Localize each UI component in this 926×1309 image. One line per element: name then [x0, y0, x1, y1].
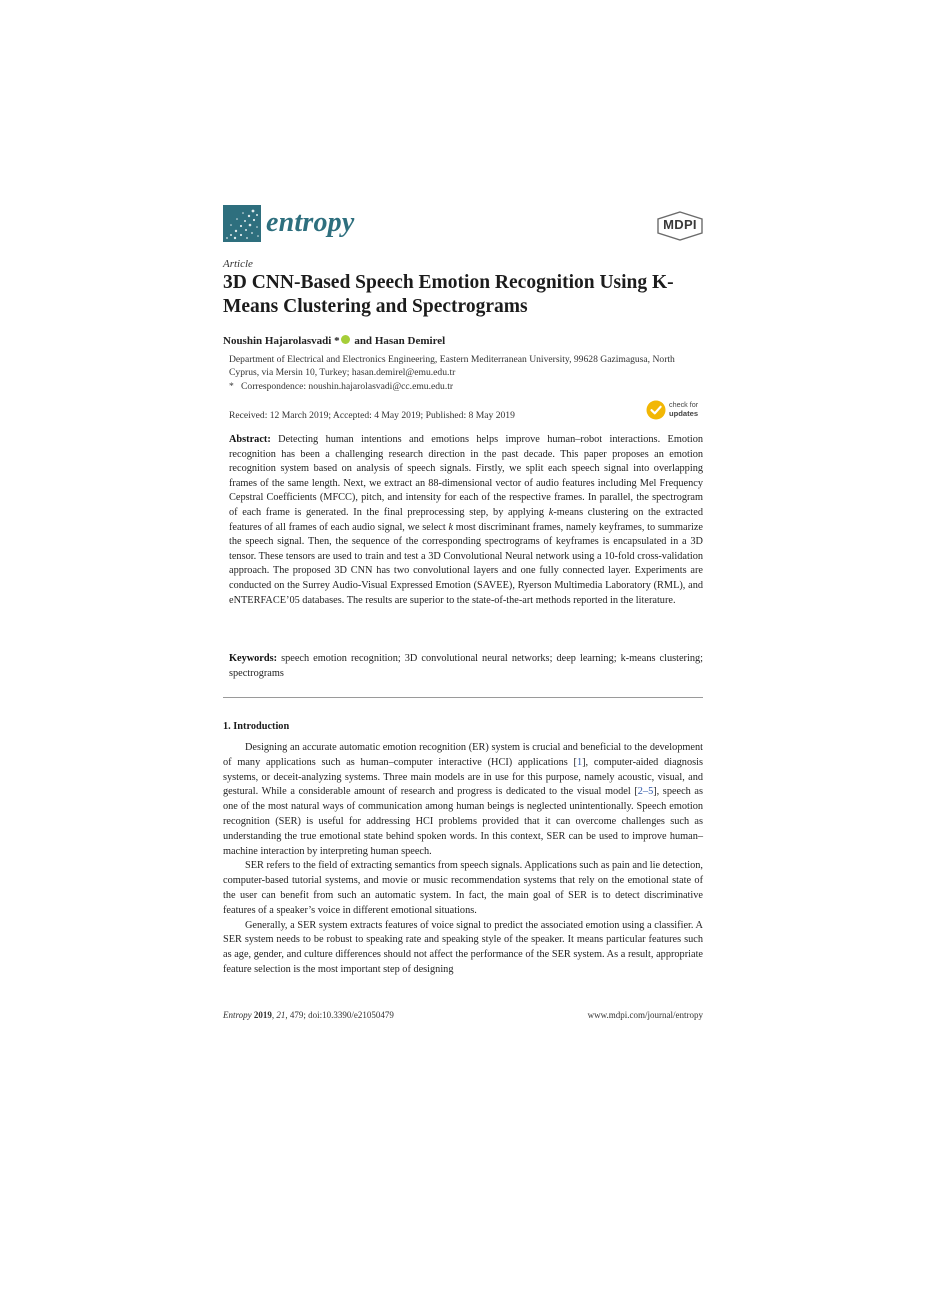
orcid-icon[interactable]: [341, 335, 350, 344]
section-heading: 1. Introduction: [223, 721, 290, 732]
paper-title: 3D CNN-Based Speech Emotion Recognition Using K-Means Clustering and Spectrograms: [223, 272, 674, 317]
check-updates-label: check for updates: [669, 400, 699, 418]
correspondence: [229, 380, 453, 393]
correspondence-mark: *: [229, 381, 234, 392]
keywords-text: speech emotion recognition; 3D convolutional neural networks; deep learning; k-means clustering; spectrograms: [229, 653, 703, 679]
citation-link[interactable]: 1: [576, 756, 583, 768]
body-text: [223, 741, 703, 978]
correspondence-text: Correspondence: noushin.hajarolasvadi@cc.emu.edu.tr: [241, 381, 454, 392]
footer-citation: Entropy 2019, 21, 479; doi:10.3390/e21050479: [223, 1010, 394, 1020]
keywords-label: Keywords:: [229, 653, 278, 664]
paragraph: Generally, a SER system extracts features of voice signal to predict the associated emotion using a classifier. A SER system needs to be robust to speaking rate and speaking style of the speaker. It means particular features such as age, gender, and culture differences should not affect the performance of the SER system. As a result, appropriate feature selection is the most important step of designing: [223, 919, 703, 975]
journal-logo: [223, 205, 261, 242]
article-type: Article: [223, 258, 253, 270]
footer-url[interactable]: www.mdpi.com/journal/entropy: [587, 1010, 703, 1020]
section-divider: [223, 697, 703, 698]
publication-dates: Received: 12 March 2019; Accepted: 4 May 2019; Published: 8 May 2019: [229, 410, 515, 421]
paragraph: Designing an accurate automatic emotion recognition (ER) system is crucial and beneficial to the development of many applications such as human–computer interactive (HCI) applications [1], computer-aided diagnosis systems, or deceit-analyzing systems. Three main models are in use for this purpose, namely acoustic, visual, and gestural. While a considerable amount of research and progress is dedicated to the visual model [2–5], speech as one of the most natural ways of communication among human beings is neglected unintentionally. Speech emotion recognition (SER) is useful for addressing HCI problems provided that it can overcome challenges such as understanding the true emotional state behind spoken words. In this context, SER can be used to improve human–machine interaction by interpreting human speech.: [223, 742, 703, 857]
abstract-label: Abstract:: [229, 434, 271, 445]
author-conjunction: and: [354, 335, 373, 347]
author-list: [223, 335, 445, 347]
journal-name: entropy: [266, 207, 355, 238]
abstract: Abstract: Detecting human intentions and emotions helps improve human–robot interactions. Emotion recognition has been a challenging research direction in the past decade. This paper proposes an emotion recognition system based on analysis of speech signals. Firstly, we split each speech signal into overlapping frames of the same length. Next, we extract an 88-dimensional vector of audio features including Mel Frequency Cepstral Coefficients (MFCC), pitch, and intensity for each of the respective frames. In parallel, the spectrogram of each frame is generated. In the final preprocessing step, by applying k-means clustering on the extracted features of all frames of each audio signal, we select k most discriminant frames, namely keyframes, to summarize the speech signal. Then, the sequence of the corresponding spectrograms of keyframes is encapsulated in a 3D tensor. These tensors are used to train and test a 3D Convolutional Neural network using a 10-fold cross-validation approach. The proposed 3D CNN has two convolutional layers and one fully connected layer. Experiments are conducted on the Surrey Audio-Visual Expressed Emotion (SAVEE), Ryerson Multimedia Laboratory (RML), and eNTERFACE’05 databases. The results are superior to the state-of-the-art methods reported in the literature.: [229, 434, 704, 606]
author-name: Hasan Demirel: [374, 335, 446, 347]
corresponding-mark: *: [334, 335, 340, 347]
check-updates-icon: [646, 400, 666, 420]
publisher-name: MDPI: [663, 217, 697, 232]
citation-link[interactable]: 2–5: [637, 786, 654, 798]
publisher-logo: [656, 211, 704, 241]
check-for-updates-button[interactable]: [646, 399, 708, 423]
affiliation: Department of Electrical and Electronics Engineering, Eastern Mediterranean University, 99628 Gazimagusa, North Cyprus, via Mersin 10, Turkey; hasan.demirel@emu.edu.tr: [229, 354, 675, 378]
keywords: [229, 652, 703, 681]
author-name: Noushin Hajarolasvadi: [223, 335, 332, 347]
journal-logo-icon: [223, 205, 261, 242]
paragraph: SER refers to the field of extracting semantics from speech signals. Applications such as pain and lie detection, computer-based tutorial systems, and movie or music recommendation systems that rely on the emotional state of the user can benefit from such an automatic system. In fact, the main goal of SER is to detect discriminative features of a speaker’s voice in different emotional situations.: [223, 860, 703, 916]
